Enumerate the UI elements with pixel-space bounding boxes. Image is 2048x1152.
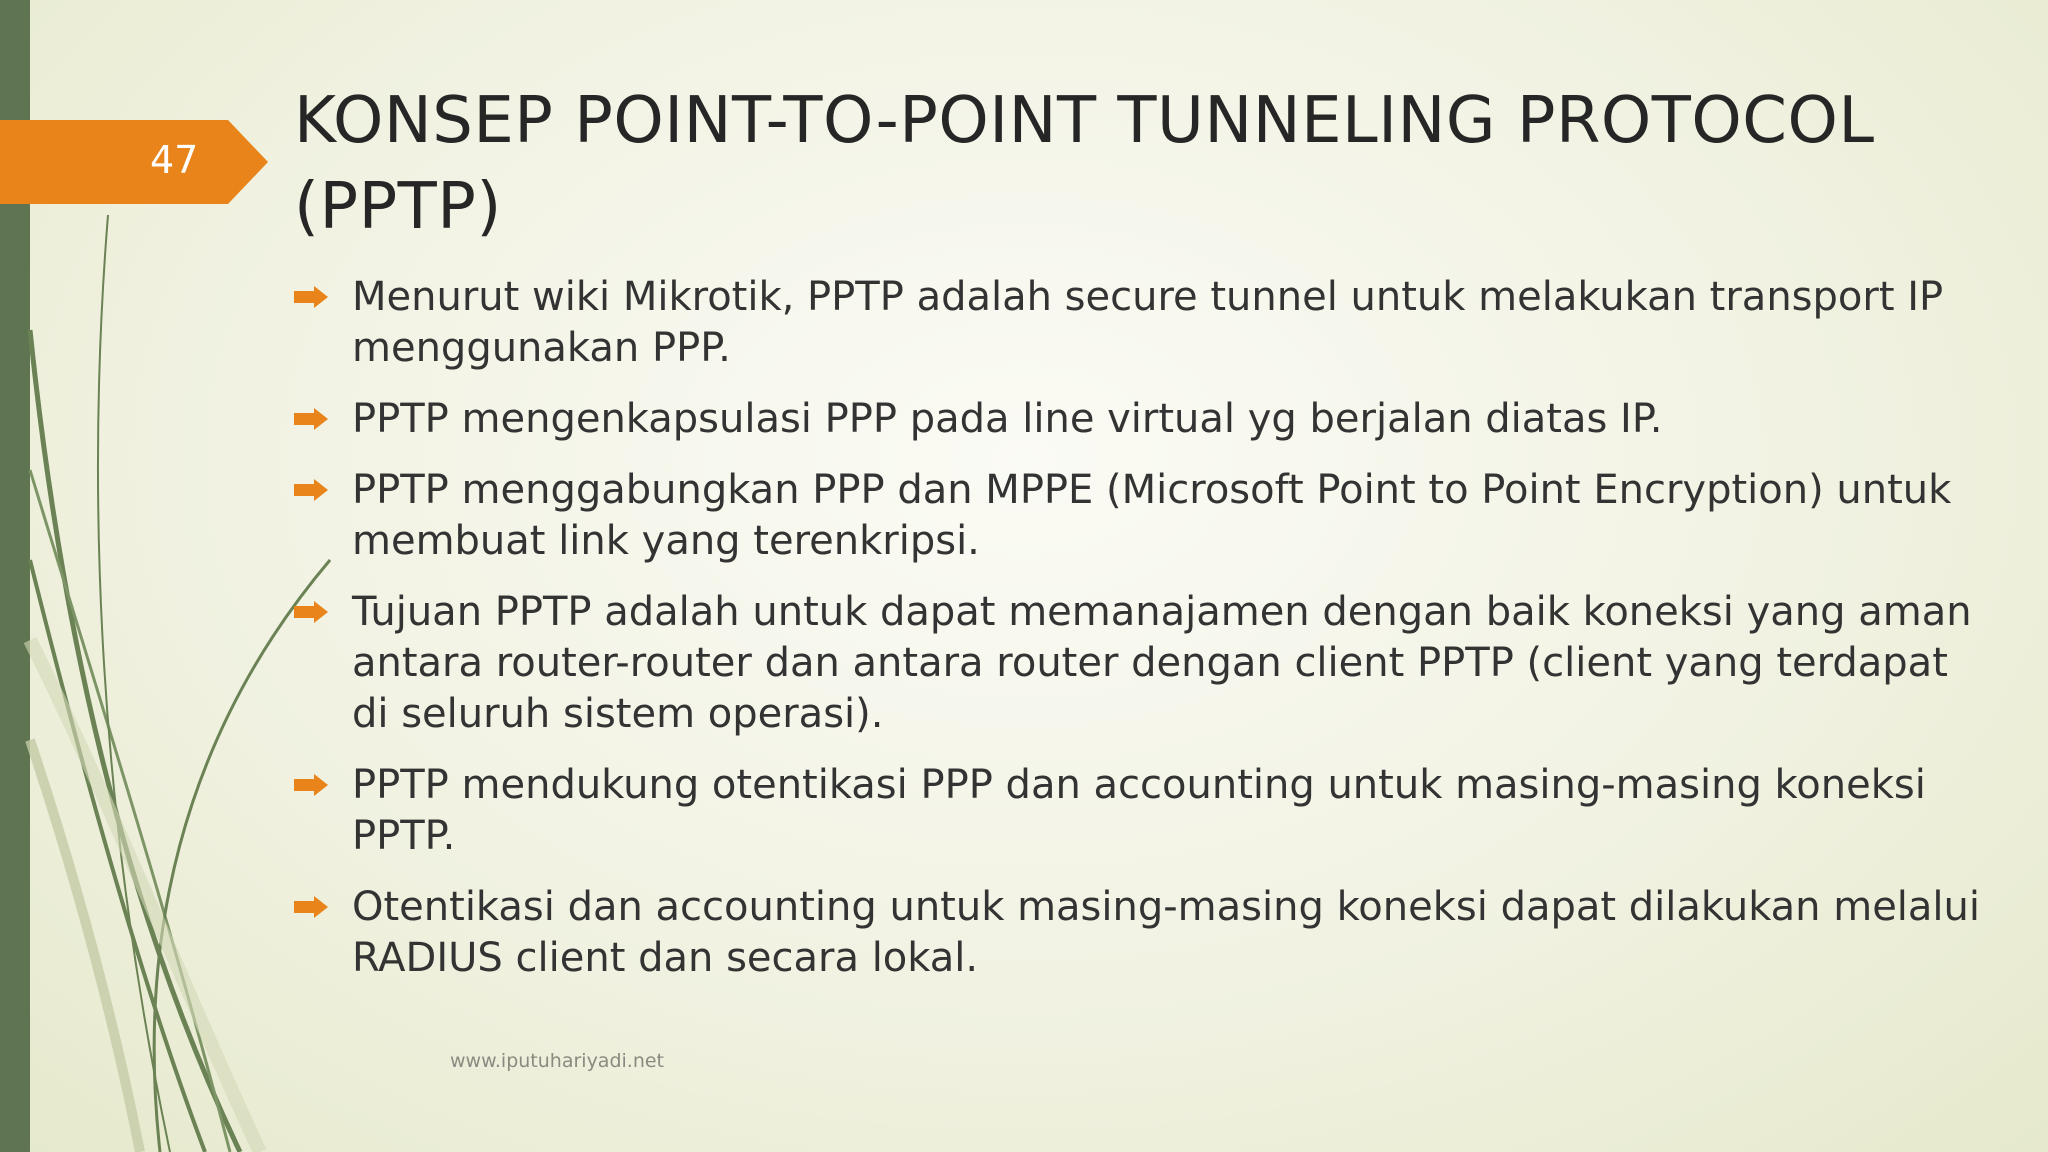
bullet-item [294,882,1994,984]
arrow-right-icon [294,286,328,308]
bullet-item [294,272,1994,374]
arrow-right-icon [294,408,328,430]
arrow-right-icon [294,601,328,623]
bullet-text: Otentikasi dan accounting untuk masing-masing koneksi dapat dilakukan melalui RADIUS client dan secara lokal. [352,884,1981,981]
bullet-text: PPTP menggabungkan PPP dan MPPE (Microsoft Point to Point Encryption) untuk membuat link yang terenkripsi. [352,467,1952,564]
bullet-item [294,760,1994,862]
arrow-right-icon [294,479,328,501]
bullet-item [294,465,1994,567]
bullet-text: Menurut wiki Mikrotik, PPTP adalah secure tunnel untuk melakukan transport IP menggunakan PPP. [352,274,1944,371]
arrow-right-icon [294,896,328,918]
bullet-item [294,587,1994,740]
arrow-right-icon [294,774,328,796]
bullet-text: Tujuan PPTP adalah untuk dapat memanajamen dengan baik koneksi yang aman antara router-router dan antara router dengan client PPTP (client yang terdapat di seluruh sistem operasi). [352,589,1972,737]
bullet-list [294,272,1994,1004]
bullet-text: PPTP mendukung otentikasi PPP dan accounting untuk masing-masing koneksi PPTP. [352,762,1926,859]
footer-url: www.iputuhariyadi.net [450,1050,665,1072]
slide-number: 47 [150,138,199,182]
bullet-item [294,394,1994,445]
slide-title: KONSEP POINT-TO-POINT TUNNELING PROTOCOL (PPTP) [294,84,1875,244]
bullet-text: PPTP mengenkapsulasi PPP pada line virtual yg berjalan diatas IP. [352,396,1663,442]
slide-number-badge [0,120,268,204]
